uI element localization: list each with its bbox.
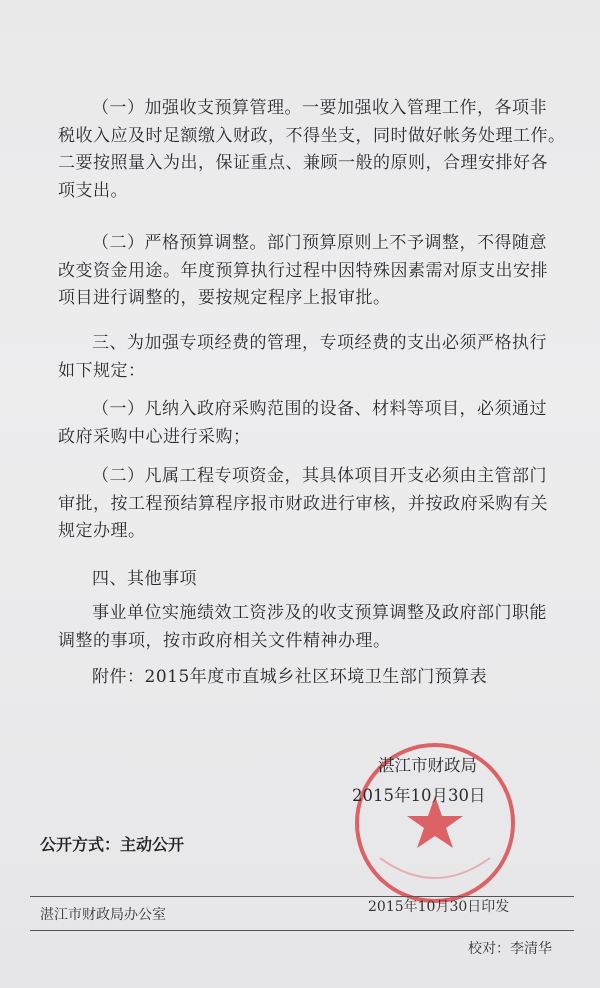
paragraph-procurement [58, 396, 578, 451]
line: 审批，按工程预结算程序报市财政进行审核，并按政府采购有关 [58, 493, 548, 514]
line: 事业单位实施绩效工资涉及的收支预算调整及政府部门职能 [92, 603, 547, 623]
line: 税收入应及时足额缴入财政，不得坐支，同时做好帐务处理工作。 [58, 125, 566, 146]
footer-office: 湛江市财政局办公室 [40, 907, 166, 923]
divider-bottom [30, 930, 574, 931]
line: （二）严格预算调整。部门预算原则上不予调整，不得随意 [92, 233, 547, 253]
line: 附件：2015年度市直城乡社区环境卫生部门预算表 [92, 667, 488, 687]
attachment-note [58, 664, 578, 692]
line: 三、为加强专项经费的管理，专项经费的支出必须严格执行 [92, 333, 547, 353]
line: 调整的事项，按市政府相关文件精神办理。 [58, 630, 391, 651]
footer-proofreader: 校对：李清华 [468, 941, 552, 957]
paragraph-other-matters [58, 600, 578, 655]
line: 四、其他事项 [92, 569, 197, 589]
line: 项目进行调整的，要按规定程序上报审批。 [58, 288, 391, 308]
paragraph-engineering-funds [58, 463, 578, 546]
line: 规定办理。 [58, 521, 146, 541]
line: 二要按照量入为出，保证重点、兼顾一般的原则，合理安排好各 [58, 153, 548, 173]
footer-print-date: 2015年10月30日印发 [368, 899, 510, 915]
paragraph-budget-management [58, 95, 578, 205]
disclosure-method: 公开方式：主动公开 [40, 835, 185, 854]
signature-date: 2015年10月30日 [352, 786, 486, 805]
line: 政府采购中心进行采购； [58, 426, 251, 447]
line: 项支出。 [58, 180, 128, 201]
section-heading-other [58, 566, 578, 594]
paragraph-special-funds [58, 330, 578, 385]
line: （一）加强收支预算管理。一要加强收入管理工作，各项非 [92, 98, 547, 118]
paragraph-budget-adjustment [58, 230, 578, 313]
signature-org: 湛江市财政局 [378, 756, 477, 775]
line: 如下规定： [58, 360, 146, 381]
line: （二）凡属工程专项资金，其具体项目开支必须由主管部门 [92, 466, 547, 486]
line: 改变资金用途。年度预算执行过程中因特殊因素需对原支出安排 [58, 260, 548, 281]
line: （一）凡纳入政府采购范围的设备、材料等项目，必须通过 [92, 399, 547, 419]
